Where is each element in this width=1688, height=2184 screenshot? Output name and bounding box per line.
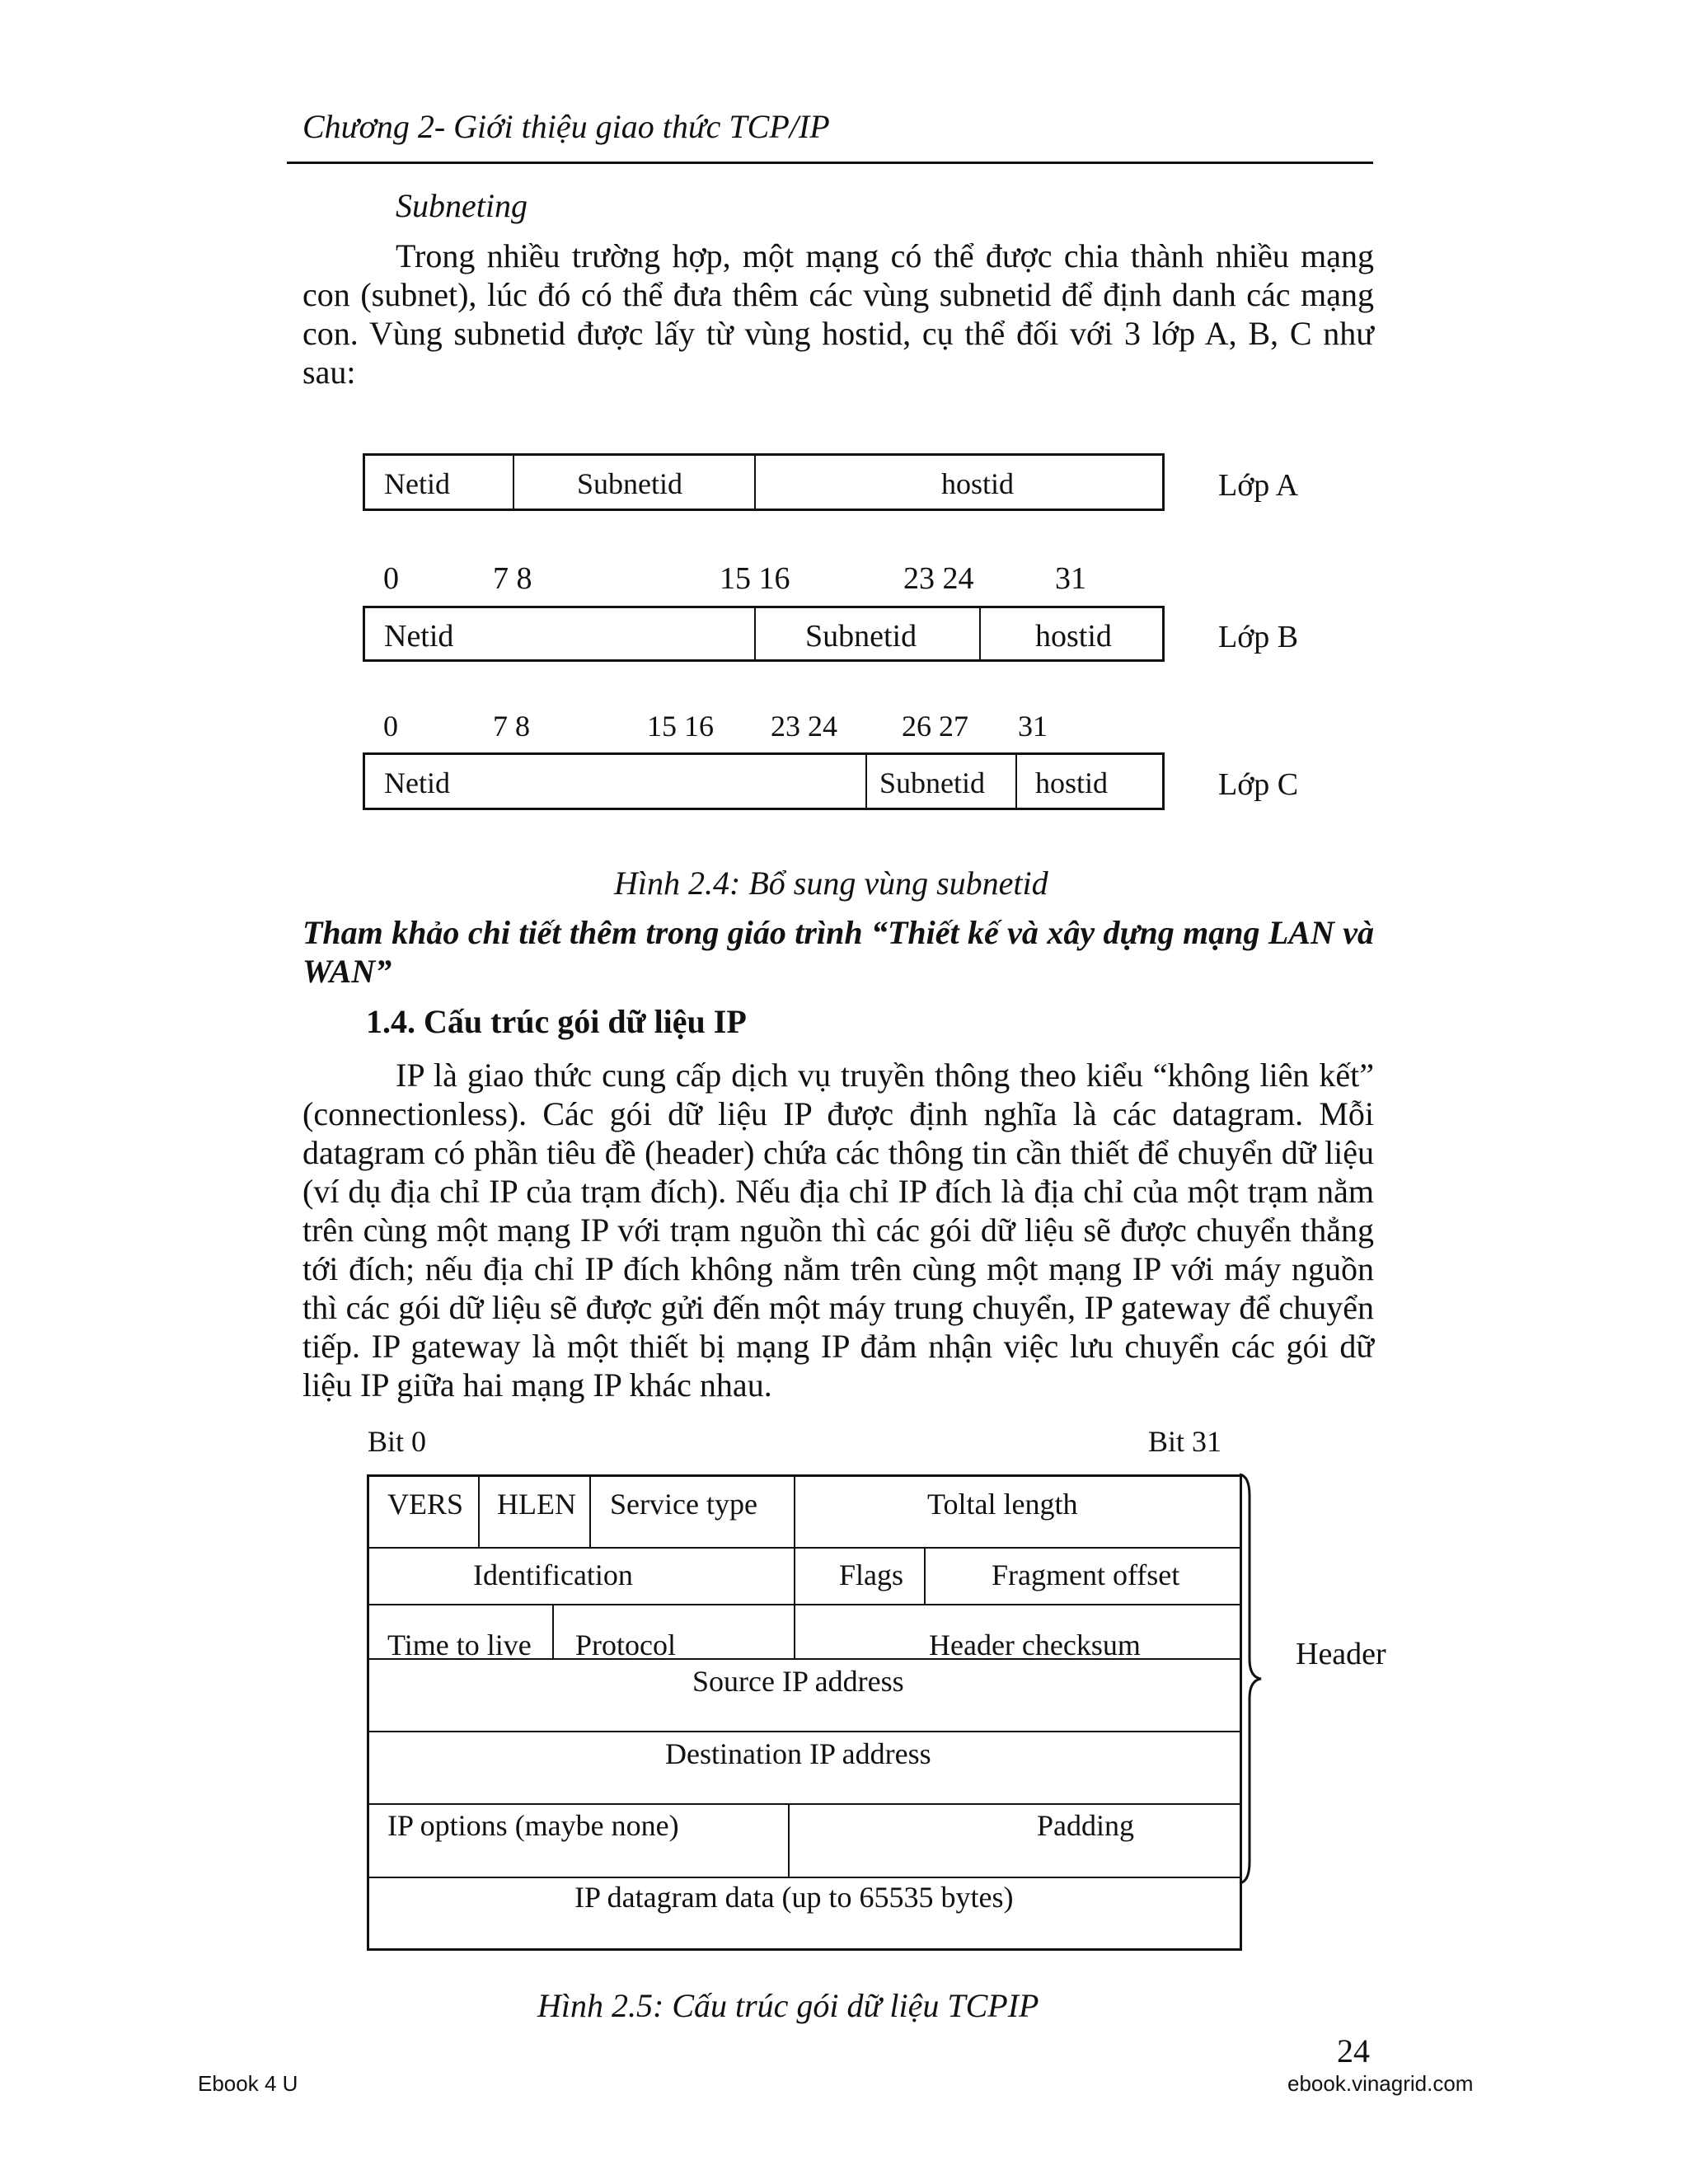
class-c-hostid: hostid — [1035, 766, 1109, 799]
ip-options-field: IP options (maybe none) — [387, 1809, 679, 1842]
class-c-netid: Netid — [384, 766, 450, 799]
class-c-subnetid: Subnetid — [879, 766, 986, 799]
hlen-field: HLEN — [497, 1488, 576, 1521]
datagram-data-field: IP datagram data (up to 65535 bytes) — [574, 1881, 1014, 1914]
class-b-label: Lớp B — [1218, 620, 1299, 654]
class-b-subnetid: Subnetid — [805, 619, 917, 654]
running-header: Chương 2- Giới thiệu giao thức TCP/IP — [302, 108, 830, 145]
reference-note: Tham khảo chi tiết thêm trong giáo trình “Thiết kế và xây dựng mạng LAN và WAN” — [302, 914, 1374, 990]
class-c-divider — [1015, 752, 1017, 810]
class-b-netid: Netid — [384, 619, 454, 654]
class-a-label: Lớp A — [1218, 468, 1299, 503]
class-b-hostid: hostid — [1035, 619, 1112, 654]
service-type-field: Service type — [610, 1488, 757, 1521]
class-c-divider — [865, 752, 867, 810]
source-ip-field: Source IP address — [692, 1665, 904, 1698]
row-separator — [367, 1731, 1242, 1732]
ip-section-heading: 1.4. Cấu trúc gói dữ liệu IP — [366, 1003, 747, 1040]
class-c-bit: 26 27 — [902, 710, 968, 743]
vers-field: VERS — [387, 1488, 464, 1521]
class-b-bit: 7 8 — [493, 561, 532, 596]
class-a-netid: Netid — [384, 467, 450, 500]
page-number: 24 — [1337, 2032, 1370, 2069]
column-separator — [794, 1474, 795, 1658]
row-separator — [367, 1547, 1242, 1549]
column-separator — [589, 1474, 591, 1547]
class-b-bit: 23 24 — [903, 561, 974, 596]
column-separator — [552, 1604, 554, 1658]
class-a-divider — [754, 453, 756, 511]
class-b-bit: 15 16 — [720, 561, 790, 596]
footer-left: Ebook 4 U — [198, 2071, 298, 2096]
subnet-paragraph: Trong nhiều trường hợp, một mạng có thể được chia thành nhiều mạng con (subnet), lúc đó có thể đưa thêm các vùng subnetid để định danh các mạng con. Vùng subnetid được lấy từ vùng hostid, cụ thể đối với 3 lớp A, B, C như sau: — [302, 237, 1374, 391]
figure-2-4-caption: Hình 2.4: Bổ sung vùng subnetid — [614, 865, 1048, 902]
class-a-subnetid: Subnetid — [577, 467, 683, 500]
header-label: Header — [1296, 1637, 1386, 1671]
fragment-offset-field: Fragment offset — [992, 1558, 1180, 1591]
class-a-divider — [513, 453, 514, 511]
figure-2-5-caption: Hình 2.5: Cấu trúc gói dữ liệu TCPIP — [537, 1987, 1039, 2024]
bit-0-label: Bit 0 — [368, 1425, 427, 1458]
ttl-field: Time to live — [387, 1629, 532, 1661]
column-separator — [924, 1547, 926, 1604]
total-length-field: Toltal length — [927, 1488, 1078, 1521]
identification-field: Identification — [473, 1558, 633, 1591]
subnet-section-title: Subneting — [396, 187, 528, 224]
class-c-bit: 15 16 — [647, 710, 714, 743]
class-a-box — [363, 453, 1165, 511]
header-checksum-field: Header checksum — [929, 1629, 1141, 1661]
ip-paragraph: IP là giao thức cung cấp dịch vụ truyền thông theo kiểu “không liên kết” (connectionless). Các gói dữ liệu IP được định nghĩa là các datagram. Mỗi datagram có phần tiêu đề (header) chứa các thông tin cần thiết để chuyển dữ liệu (ví dụ địa chỉ IP của trạm đích). Nếu địa chỉ IP đích là địa chỉ của một trạm nằm trên cùng một mạng IP với trạm nguồn thì các gói dữ liệu sẽ được chuyển thẳng tới đích; nếu địa chỉ IP đích không nằm trên cùng một mạng IP với máy nguồn thì các gói dữ liệu sẽ được gửi đến một máy trung chuyển, IP gateway để chuyển tiếp. IP gateway là một thiết bị mạng IP đảm nhận việc lưu chuyển các gói dữ liệu IP giữa hai mạng IP khác nhau. — [302, 1057, 1374, 1404]
destination-ip-field: Destination IP address — [665, 1737, 931, 1770]
header-brace-icon — [1236, 1471, 1269, 1887]
padding-field: Padding — [1037, 1809, 1135, 1842]
class-c-bit: 23 24 — [771, 710, 837, 743]
row-separator — [367, 1803, 1242, 1805]
class-b-divider — [754, 606, 756, 662]
column-separator — [478, 1474, 480, 1547]
row-separator — [367, 1604, 1242, 1605]
header-rule — [287, 162, 1373, 164]
class-c-label: Lớp C — [1218, 767, 1299, 802]
flags-field: Flags — [839, 1558, 904, 1591]
class-b-divider — [979, 606, 981, 662]
protocol-field: Protocol — [575, 1629, 676, 1661]
column-separator — [788, 1803, 790, 1877]
class-c-bit: 0 — [383, 710, 398, 743]
bit-31-label: Bit 31 — [1148, 1425, 1222, 1458]
class-a-hostid: hostid — [941, 467, 1015, 500]
class-c-bit: 7 8 — [493, 710, 530, 743]
footer-right: ebook.vinagrid.com — [1287, 2071, 1474, 2096]
row-separator — [367, 1877, 1242, 1878]
class-b-bit: 31 — [1055, 561, 1086, 596]
class-b-bit: 0 — [383, 561, 399, 596]
class-c-bit: 31 — [1018, 710, 1048, 743]
